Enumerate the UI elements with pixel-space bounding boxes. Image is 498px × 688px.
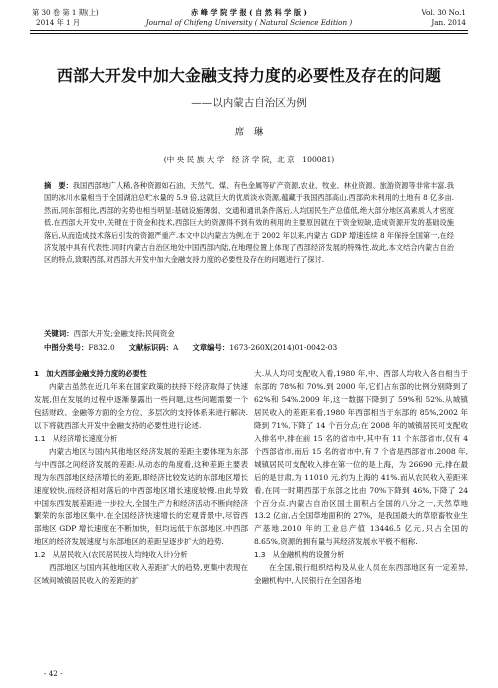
section-1-3-paragraph: 在全国,银行组织结构及从业人员在东西部地区有一定差异,金融机构中,人民银行在全国各地 [254,563,468,586]
keywords-text: 西部大开发;金融支持;民间资金 [73,329,175,338]
page-number: - 42 - [44,669,63,678]
article-subtitle: ——以内蒙古自治区为例 [191,97,307,109]
header-volume-issue: 第 30 卷 第 1 期(上) [32,8,99,17]
abstract [44,180,454,267]
section-1-1-paragraph: 内蒙古地区与国内其他地区经济发展的差距主要体现为东部与中西部之间经济发展的差距.从动态的角度看,这种差距主要表现为东西部地区经济增长的差距,即经济比较发达的东部地区增长速度较快,而经济相对落后的中西部地区增长速度较慢.由此导致中国东西发展差距进一步拉大,全国生产力和经济活动不断向经济繁荣的东部地区集中.在全国经济快速增长的宏观背景中,尽管西部地区 GDP 增长速度在不断加快，但均远低于东部地区.中西部地区的经济发展速度与东部地区的差距呈逐步扩大的趋势. [34,446,248,547]
section-1-1-heading: 1.1 从经济增长速度分析 [34,433,118,443]
section-1-2-continued: 大.从人均可支配收入看,1980 年,中、西部人均收入各自相当于东部的 78%和 70%.到 2000 年,它们占东部的比例分别降到了 62%和 54%.2009 年,这一数据下降到了 59%和 52%.从城镇居民收入的差距来看,1980 年西部相当于东部的 85%,2002 年降到 71%,下降了 14 个百分点;在 2008 年的城镇居民可支配收入排名中,排在前 15 名的省市中,其中有 11 个东部省市,仅有 4 个西部省市,而后 15 名的省市中,有 7 个省是西部省市.2008 年,城镇居民可支配收入排在第一位的是上海，为 26690 元,排在最后的是甘肃,为 11010 元,约为上海的 41%.而从农民收入差距来看,在同一时期西部于东部之比由 70%下降到 46%,下降了 24 个百分点.内蒙古自治区国土面积占全国的八分之一,天然草地 13.2 亿亩,占全国草地面积的 27%，是我国最大的草原畜牧业生产基地.2010 年的工业总产值 13446.5 亿元,只占全国的 8.65%,资源的拥有量与其经济发展水平极不相称. [254,369,468,547]
keywords [44,329,454,339]
section-1-heading: 1 加大西部金融支持力度的必要性 [34,369,147,378]
classification-line [44,343,454,353]
author-affiliation: (中 央 民 族 大 学 经 济 学 院，北 京 100081) [163,155,335,164]
running-header-vol-en [421,8,466,27]
article-title: 西部大开发中加大金融支持力度的必要性及存在的问题 [57,66,441,85]
article-no-value: 1673-260X(2014)01-0042-03 [229,343,338,352]
section-1-3-heading: 1.3 从金融机构的设置分析 [254,550,345,560]
doc-code-label: 文献标识码： [128,343,174,352]
header-journal-en: Journal of Chifeng University ( Natural Science Edition ) [145,17,353,27]
section-1-paragraph: 内蒙古虽然在近几年来在国家政策的扶持下经济取得了快速发展,但在发展的过程中逐渐暴露出一些问题,这些问题需要一个包括财政、金融等方面的全方位、多层次的支持体系来进行解决.以下将就西部大开发中金融支持的必要性进行论述. [34,381,248,430]
header-rule-thin [30,33,468,34]
header-month-year: Jan. 2014 [431,17,466,27]
clc-value: F832.0 [88,343,115,352]
section-1-2-paragraph: 西部地区与国内其他地区收入差距扩大的趋势,更集中表现在区域间城镇居民收入的差距的扩 [34,563,248,586]
body-column-left [34,368,248,588]
clc-label: 中图分类号： [44,343,89,352]
doc-code-value: A [173,343,179,352]
article-author: 席 琳 [234,127,264,138]
header-date: 2014 年 1 月 [36,17,81,27]
abstract-text: 我国西部地广人稀,各种资源如石油、天然气、煤、有色金属等矿产资源,农业、牧业、林业资源、旅游资源等非常丰富.我国的冰川水量相当于全国湖泊总贮水量的 5.9 倍,这就巨大的优质淡水资源,蕴藏于我国西部高山.西部尚未利用的土地有 8 亿多亩.然而,同东部相比,西部的劣势也相当明显:基础设施薄弱、交通和通讯条件落后,人均国民生产总值低,绝大部分地区高素质人才密度低.在西部大开发中,关键在于资金和技术,西部巨大的资源得不到有效的利用的主要原因就在于资金短缺,造成资源开发的基础设施落后,从而造成技术落后引发的资源严重产.本文中以内蒙古为例,在于 2002 年以来,内蒙古 GDP 增速连续 8 年保持全国第一,在经济发展中具有代表性.同时内蒙古自治区地处中国西部内陆,在地理位置上体现了西部经济发展的特殊性.故此,本文结合内蒙古自治区的特点,致眼西部,对西部大开发中加大金融支持力度的必要性及存在的问题进行了探讨. [44,181,454,265]
article-no-label: 文章编号： [192,343,230,352]
header-journal-cn: 赤 峰 学 院 学 报 ( 自 然 科 学 版 ) [191,8,307,17]
keywords-label: 关键词： [44,329,74,338]
abstract-label: 摘 要： [44,181,73,190]
section-1-2-heading: 1.2 从居民收入(农民居民按人均纯收入计)分析 [34,550,188,560]
header-vol-no: Vol. 30 No.1 [421,8,466,17]
body-column-right [254,368,468,588]
header-rule-thick [30,30,468,31]
